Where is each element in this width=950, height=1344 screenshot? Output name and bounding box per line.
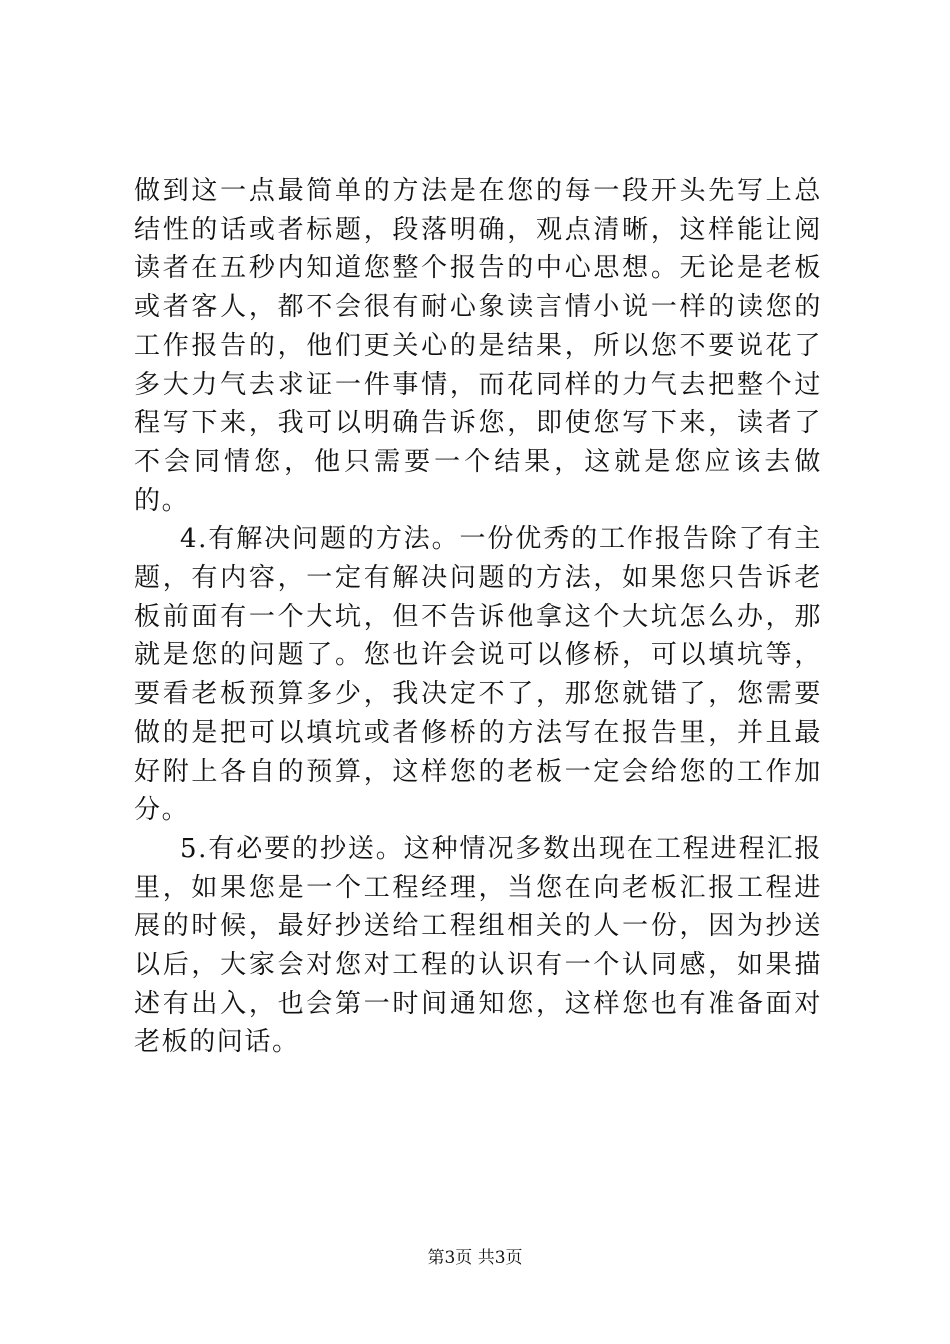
paragraph-point-4: 4.有解决问题的方法。一份优秀的工作报告除了有主题，有内容，一定有解决问题的方法，如果您只告诉老板前面有一个大坑，但不告诉他拿这个大坑怎么办，那就是您的问题了。您也许会说可以修桥，可以填坑等，要看老板预算多少，我决定不了，那您就错了，您需要做的是把可以填坑或者修桥的方法写在报告里，并且最好附上各自的预算，这样您的老板一定会给您的工作加分。 <box>134 524 822 826</box>
page-footer: 第3页 共3页 <box>427 1248 523 1268</box>
paragraph-point-5: 5.有必要的抄送。这种情况多数出现在工程进程汇报里，如果您是一个工程经理，当您在向老板汇报工程进展的时候，最好抄送给工程组相关的人一份，因为抄送以后，大家会对您对工程的认识有一个认同感，如果描述有出入，也会第一时间通知您，这样您也有准备面对老板的问话。 <box>134 833 822 1058</box>
document-body <box>134 172 822 1062</box>
paragraph-intro: 做到这一点最简单的方法是在您的每一段开头先写上总结性的话或者标题，段落明确，观点清晰，这样能让阅读者在五秒内知道您整个报告的中心思想。无论是老板或者客人，都不会很有耐心象读言情小说一样的读您的工作报告的，他们更关心的是结果，所以您不要说花了多大力气去求证一件事情，而花同样的力气去把整个过程写下来，我可以明确告诉您，即使您写下来，读者了不会同情您，他只需要一个结果，这就是您应该去做的。 <box>134 176 822 516</box>
